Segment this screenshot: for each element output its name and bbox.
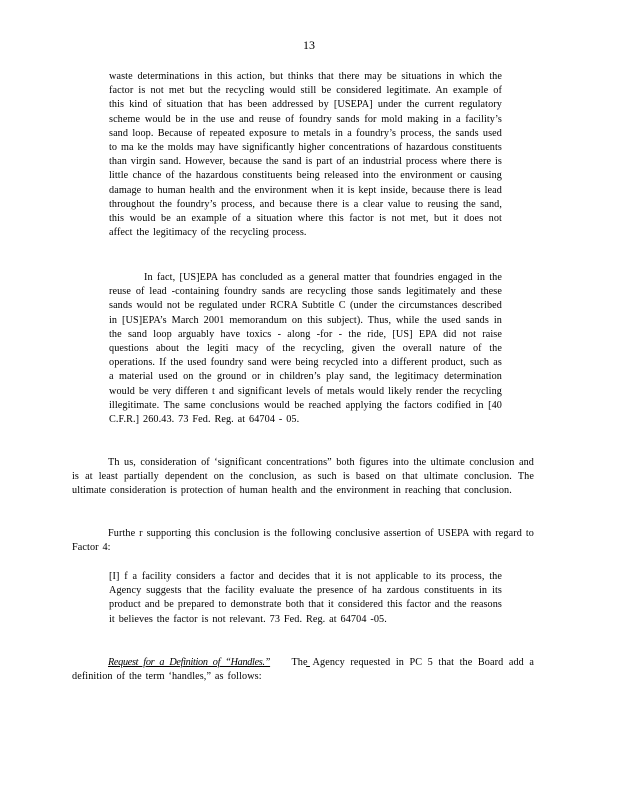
body-paragraph-1: Th us, consideration of ‘significant concentrations” both figures into the ultimate conclusion and is at least partially dependent on the conclusion, as such is based on that ultimate conclusion. The ultimate consideration is protection of human health and the environment in reaching that conclusion. xyxy=(72,457,534,497)
section-text: The Agency requested in PC 5 that the Board add a definition of the term ‘handles,” as follows: xyxy=(72,657,534,683)
body-paragraph-2: Furthe r supporting this conclusion is the following conclusive assertion of USEPA with regard to Factor 4: xyxy=(72,528,534,554)
body-paragraph-3 xyxy=(72,656,534,684)
quote-paragraph-3: [I] f a facility considers a factor and decides that it is not applicable to its process, the Agency suggests that the facility evaluate the presence of ha zardous constituents in its product and be prepared to demonstrate both that it considered this factor and the reasons it believes the factor is not relevant. 73 Fed. Reg. at 64704 -05. xyxy=(109,571,502,625)
section-heading: Request for a Definition of “Handles.” xyxy=(108,657,271,668)
quote-paragraph-2: In fact, [US]EPA has concluded as a general matter that foundries engaged in the reuse of lead -containing foundry sands are recycling those sands legitimately and these sands would not be regulated under RCRA Subtitle C (under the circumstances described in [US]EPA’s March 2001 memorandum on this subject). Thus, while the used sands in the sand loop arguably have toxics - along -for - the ride, [US] EPA did not raise questions about the legiti macy of the recycling, given the overall nature of the operations. If the used foundry sand were being recycled into a different product, such as a material used on the ground or in children’s play sand, the legitimacy determination would be very differen t and significant levels of metals would likely render the recycling illegitimate. The same conclusions would be reached applying the factors codified in [40 C.F.R.] 260.43. 73 Fed. Reg. at 64704 - 05. xyxy=(109,272,502,426)
quote-paragraph-1: waste determinations in this action, but thinks that there may be situations in which the factor is not met but the recycling would still be considered legitimate. An example of this kind of situation that has been addressed by [USEPA] under the current regulatory scheme would be in the use and reuse of foundry sands for mold making in a facility’s sand loop. Because of repeated exposure to metals in a foundry’s process, the sands used to ma ke the molds may have significantly higher concentrations of hazardous constituents than virgin sand. However, because the sand is part of an industrial process where there is little chance of the hazardous constituents being released into the environment or causing damage to human health and the environment when it is kept inside, because there is lead throughout the foundry’s process, and because there is a clear value to reusing the sand, this would be an example of a situation where this factor is not met, but it does not affect the legitimacy of the recycling process. xyxy=(109,71,502,239)
heading-underline-gap xyxy=(270,656,286,670)
page-number: 13 xyxy=(303,38,315,52)
